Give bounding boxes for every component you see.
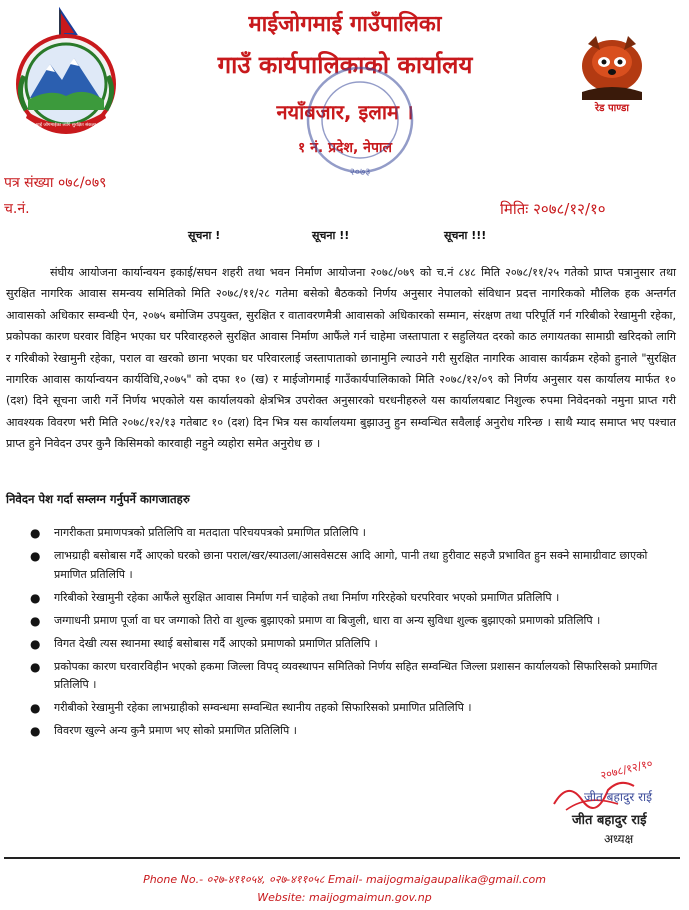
emblem-caption: माई जोगमाईका लागि सुरक्षित संकल्प (35, 123, 97, 128)
list-item (30, 722, 676, 741)
footer-contact: Phone No.- ०२७-४११०५४, ०२७-४११०५८ Email- maijogmaigaupalika@gmail.com (143, 873, 546, 886)
list-item-text: लाभग्राही बसोबास गर्दै आएको घरको छाना पराल/खर/स्याउला/आसवेसटस आदि आगो, पानी तथा हुरीवाट सहजै प्रभावित हुन सक्ने सामाग्रीवाट छाएको प्रमाणित प्रतिलिपि । (54, 549, 648, 581)
bullet-icon: ● (30, 659, 41, 674)
bullet-icon: ● (30, 613, 41, 628)
list-item (30, 524, 676, 543)
bullet-icon: ● (30, 701, 41, 715)
bullet-icon: ● (30, 526, 41, 540)
attachments-title: निवेदन पेश गर्दा सम्लग्न गर्नुपर्ने कागजातहरु (6, 492, 190, 506)
list-item-text: विवरण खुल्ने अन्य कुनै प्रमाण भए सोको प्रमाणित प्रतिलिपि । (54, 724, 297, 737)
list-item (30, 658, 676, 695)
bullet-icon: ● (30, 724, 41, 738)
list-item-text: गरीबीको रेखामुनी रहेका लाभग्राहीको सम्वन्धमा सम्वन्धित स्थानीय तहको सिफारिसको प्रमाणित प्रतिलिपि । (54, 701, 472, 714)
municipality-emblem (10, 6, 122, 156)
list-item (30, 612, 676, 631)
office-province: १ नं. प्रदेश, नेपाल (297, 140, 393, 156)
panda-caption: रेड पाण्डा (595, 103, 629, 114)
footer-divider (4, 857, 680, 859)
list-item (30, 699, 676, 718)
letter-date: मितिः २०७८/१२/१० (500, 200, 606, 218)
notice-heading-2: सूचना !! (312, 229, 350, 242)
signature-date-scribble: २०७८/१२/१० (599, 756, 654, 783)
signatory-title: अध्यक्ष (604, 832, 634, 846)
dispatch-number: च.नं. (4, 201, 30, 217)
notice-heading-1: सूचना ! (188, 229, 221, 242)
seal-year: २०७३ (349, 167, 371, 178)
office-name: गाउँ कार्यपालिकाको कार्यालय (217, 51, 473, 79)
emblem-icon (10, 6, 122, 156)
bullet-icon: ● (30, 636, 41, 651)
letter-number: पत्र संख्या ०७८/०७९ (4, 175, 107, 191)
red-panda-image (566, 22, 658, 100)
list-item (30, 589, 676, 608)
seal-icon (300, 60, 420, 180)
notice-body: संघीय आयोजना कार्यान्वयन इकाई/सघन शहरी तथा भवन निर्माण आयोजना २०७८/०७९ को च.नं ८४८ मिति २०७८/११/२५ गतेको प्राप्त पत्रानुसार तथा सुरक्षित नागरिक आवास समन्वय समितिको मिति २०७८/११/२८ गतेमा बसेको बैठकको निर्णय अनुसार नेपालको संविधान प्रदत्त नागरिकको मौलिक हक अन्तर्गत आवासको अधिकार सम्वन्धी ऐन, २०७५ बमोजिम उपयुक्त, सुरक्षित र वातावरणमैत्री आवासको अधिकारको सम्मान, संरक्षण तथा परिपूर्ति गर्न गरिबीको रेखामुनी रहेका, प्रकोपका कारण घरवार विहिन भएका घर परिवारहरुले सुरक्षित आवास निर्माण आफैंले गर्न चाहेमा जस्तापाता र सहुलियत दरको काठ लगायतका सामाग्री खरिदको लागि र गरिबीको रेखामुनी रहेका, पराल वा खरको छाना भएका घर परिवारलाई जस्तापाताको छानामुनि ल्याउने गरी सुरक्षित नागरिक आवास कार्यक्रम रहेको हुनाले "सुरक्षित नागरिक आवास कार्यान्वयन कार्यविधि,२०७५" को दफा १० (ख) र माईजोगमाई गाउँकार्यपालिकाको मिति २०७८/१२/०९ को निर्णय अनुसार यस कार्यालय मार्फत १० (दश) दिने सूचना जारी गर्ने निर्णय भएकोले यस कार्यालयको क्षेत्रभित्र उपरोक्त अनुसारको घरधनीहरुले यस कार्यालयबाट निशुल्क रुपमा निवेदनको नमुना प्राप्त गरी आवश्यक विवरण भरी मिति २०७८/१२/१३ गतेबाट १० (दश) दिन भित्र यस कार्यालयमा बुझाउनु हुन सम्वन्धित सवैलाई अनुरोध गरिन्छ । साथै म्याद समाप्त भए पश्चात प्राप्त हुने निवेदन उपर कुनै किसिमको कारवाही नहुने व्यहोरा समेत अनुरोध छ । (6, 266, 676, 451)
office-address: नयाँबजार, इलाम । (276, 100, 414, 124)
list-item-text: जग्गाधनी प्रमाण पूर्जा वा घर जग्गाको तिरो वा शुल्क बुझाएको प्रमाण वा बिजुली, धारा वा अन्य सुविधा शुल्क बुझाएको प्रमाणको प्रतिलिपि । (54, 613, 601, 627)
list-item-text: गरिबीको रेखामुनी रहेका आफैंले सुरक्षित आवास निर्माण गर्न चाहेको तथा निर्माण गरिरहेको घरपरिवार भएको प्रमाणित प्रतिलिपि । (54, 590, 560, 604)
signatory-name-stamp: जीत बहादुर राई (572, 813, 647, 828)
office-seal (300, 60, 420, 180)
notice-heading-3: सूचना !!! (444, 229, 487, 242)
red-panda-icon (566, 22, 658, 100)
municipality-name: माईजोगमाई गाउँपालिका (248, 12, 442, 37)
bullet-icon: ● (30, 549, 41, 563)
list-item-text: नागरीकता प्रमाणपत्रको प्रतिलिपि वा मतदाता परिचयपत्रको प्रमाणित प्रतिलिपि । (54, 526, 366, 539)
attachments-list (30, 524, 676, 745)
list-item (30, 635, 676, 654)
list-item-text: प्रकोपका कारण घरवारविहीन भएको हकमा जिल्ला विपद् व्यवस्थापन समितिको निर्णय सहित सम्वन्धित जिल्ला प्रशासन कार्यालयको सिफारिसको प्रमाणित प्रतिलिपि । (54, 659, 658, 691)
signatory-name-handwritten: जीत बहादुर राई (584, 790, 653, 804)
list-item-text: विगत देखी त्यस स्थानमा स्थाई बसोबास गर्दै आएको प्रमाणको प्रमाणित प्रतिलिपि । (54, 636, 378, 650)
footer-website: Website: maijogmaimun.gov.np (257, 891, 432, 904)
bullet-icon: ● (30, 590, 41, 605)
list-item (30, 547, 676, 584)
